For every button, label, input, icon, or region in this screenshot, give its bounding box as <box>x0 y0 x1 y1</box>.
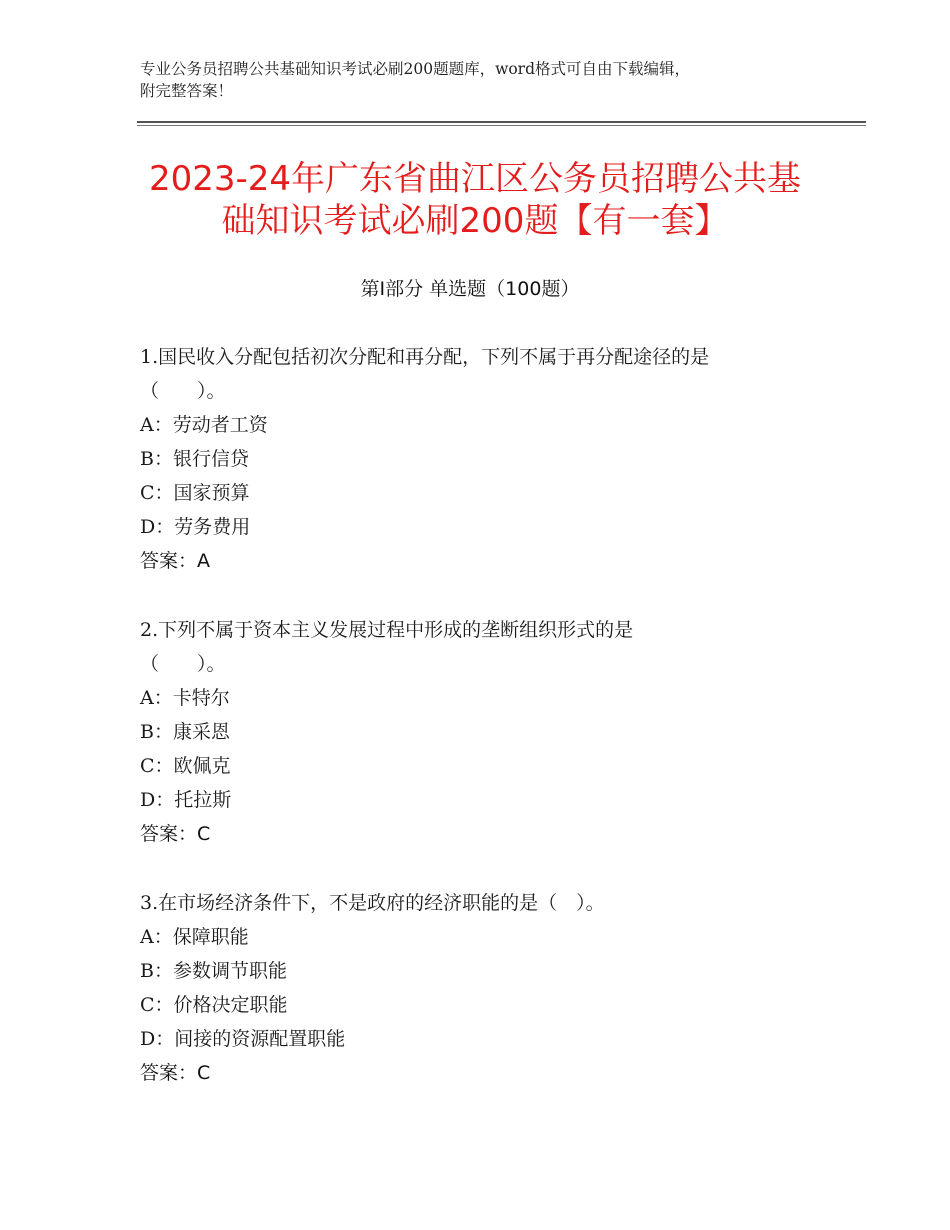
option-a: A：卡特尔 <box>140 687 230 709</box>
question-block <box>140 340 810 578</box>
question-stem-line-1: 1.国民收入分配包括初次分配和再分配，下列不属于再分配途径的是 <box>140 346 710 368</box>
option-b: B：银行信贷 <box>140 448 249 470</box>
option-c: C：国家预算 <box>140 482 250 504</box>
question-block <box>140 886 810 1090</box>
header-divider-thin <box>137 125 866 126</box>
answer-line: 答案：C <box>140 1062 211 1084</box>
answer-line: 答案：C <box>140 823 211 845</box>
document-title-line-2: 础知识考试必刷200题【有一套】 <box>221 201 729 241</box>
option-b: B：康采恩 <box>140 721 230 743</box>
option-c: C：欧佩克 <box>140 755 231 777</box>
option-d: D：间接的资源配置职能 <box>140 1028 346 1050</box>
header-divider-thick <box>137 121 866 123</box>
section-title: 第Ⅰ部分 单选题（100题） <box>360 278 580 300</box>
option-c: C：价格决定职能 <box>140 994 288 1016</box>
header-note-line-1: 专业公务员招聘公共基础知识考试必刷200题题库，word格式可自由下载编辑， <box>140 60 691 78</box>
option-d: D：托拉斯 <box>140 789 232 811</box>
document-title <box>100 158 850 242</box>
option-b: B：参数调节职能 <box>140 960 287 982</box>
question-stem-line-1: 2.下列不属于资本主义发展过程中形成的垄断组织形式的是 <box>140 619 634 641</box>
option-d: D：劳务费用 <box>140 516 251 538</box>
option-a: A：劳动者工资 <box>140 414 268 436</box>
question-block <box>140 613 810 851</box>
document-title-line-1: 2023-24年广东省曲江区公务员招聘公共基 <box>148 159 802 199</box>
header-note <box>140 58 830 102</box>
header-note-line-2: 附完整答案！ <box>140 82 234 100</box>
question-stem-line-2: （ ）。 <box>140 380 226 402</box>
option-a: A：保障职能 <box>140 926 249 948</box>
answer-line: 答案：A <box>140 550 210 572</box>
question-stem-line-1: 3.在市场经济条件下，不是政府的经济职能的是（ ）。 <box>140 892 605 914</box>
question-stem-line-2: （ ）。 <box>140 653 226 675</box>
